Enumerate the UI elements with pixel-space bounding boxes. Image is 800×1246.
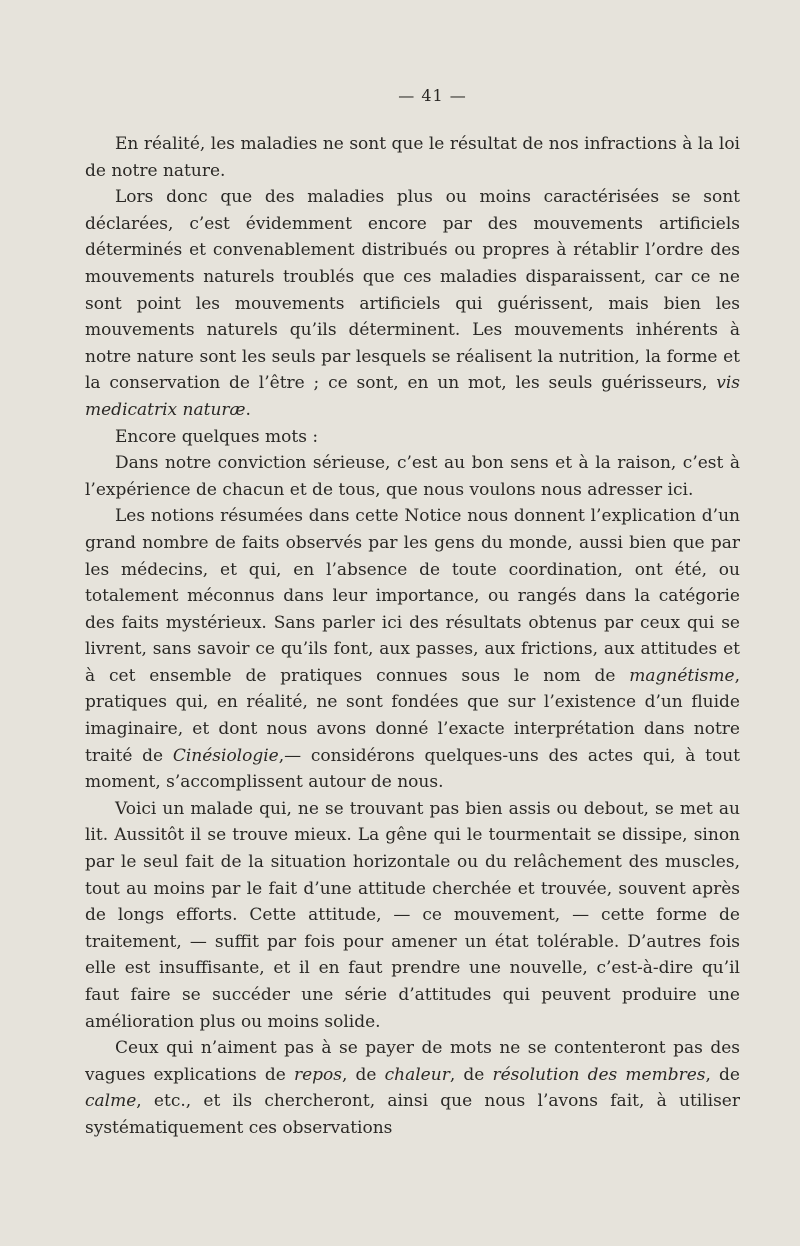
text-run: , pratiques qui, en réalité, ne sont fondées que sur l’existence d’un fluide imaginaire, et dont nous avons donné l’exacte interprétation dans notre traité de — [85, 665, 740, 766]
italic-text: magnétisme — [629, 665, 735, 686]
text-run: , de — [449, 1064, 493, 1085]
italic-text: Cinésiologie — [172, 745, 279, 766]
italic-text: chaleur — [384, 1064, 450, 1085]
text-run: , de — [342, 1064, 385, 1085]
text-run: Dans notre conviction sérieuse, c’est au bon sens et à la raison, c’est à l’expérience de chacun et de tous, que nous voulons nous adresser ici. — [85, 453, 740, 500]
text-run: En réalité, les maladies ne sont que le résultat de nos infractions à la loi de notre nature. — [85, 134, 740, 181]
paragraph — [85, 796, 740, 1035]
text-run: , de — [705, 1064, 740, 1085]
paragraph — [85, 424, 740, 451]
text-run: Lors donc que des maladies plus ou moins caractérisées se sont déclarées, c’est évidemment encore par des mouvements artificiels déterminés et convenablement distribués ou propres à rétablir l’ordre des mouvements naturels troublés que ces maladies disparaissent, car ce ne sont point les mouvements artificiels qui guérissent, mais bien les mouvements naturels qu’ils déterminent. Les mouvements inhérents à notre nature sont les seuls par lesquels se réalisent la nutrition, la forme et la conservation de l’être ; ce sont, en un mot, les seuls guérisseurs, — [85, 187, 740, 394]
italic-text: résolution des membres — [492, 1064, 706, 1085]
paragraph — [85, 450, 740, 503]
paragraph — [85, 184, 740, 423]
text-run: Encore quelques mots : — [115, 426, 319, 447]
text-run: Voici un malade qui, ne se trouvant pas bien assis ou debout, se met au lit. Aussitôt il se trouve mieux. La gêne qui le tourmentait se dissipe, sinon par le seul fait de la situation horizontale ou du relâchement des muscles, tout au moins par le fait d’une attitude cherchée et trouvée, souvent après de longs efforts. Cette attitude, — ce mouvement, — cette forme de traitement, — suffit par fois pour amener un état tolérable. D’autres fois elle est insuffisante, et il en faut prendre une nouvelle, c’est-à-dire qu’il faut faire se succéder une série d’attitudes qui peuvent produire une amélioration plus ou moins solide. — [85, 798, 740, 1032]
italic-text: calme — [85, 1091, 137, 1112]
paragraph — [85, 503, 740, 796]
italic-text: repos — [293, 1064, 342, 1085]
text-run: Les notions résumées dans cette Notice nous donnent l’explication d’un grand nombre de faits observés par les gens du monde, aussi bien que par les médecins, et qui, en l’absence de toute coordination, ont été, ou totalement méconnus dans leur importance, ou rangés dans la catégorie des faits mystérieux. Sans parler ici des résultats obtenus par ceux qui se livrent, sans savoir ce qu’ils font, aux passes, aux frictions, aux attitudes et à cet ensemble de pratiques connues sous le nom de — [85, 506, 740, 686]
text-run: Ceux qui n’aiment pas à se payer de mots ne se contenteront pas des vagues explications de — [85, 1038, 740, 1085]
paragraph — [85, 131, 740, 184]
page-number: — 41 — — [398, 86, 467, 105]
body-text — [85, 131, 740, 1142]
text-run: ,— considérons quelques-uns des actes qui, à tout moment, s’accomplissent autour de nous. — [85, 745, 740, 793]
paragraph — [85, 1035, 740, 1141]
italic-text: vis medicatrix naturæ — [85, 373, 740, 420]
text-run: . — [245, 399, 251, 420]
text-run: , etc., et ils chercheront, ainsi que nous l’avons fait, à utiliser systématiquement ces observations — [85, 1091, 740, 1138]
